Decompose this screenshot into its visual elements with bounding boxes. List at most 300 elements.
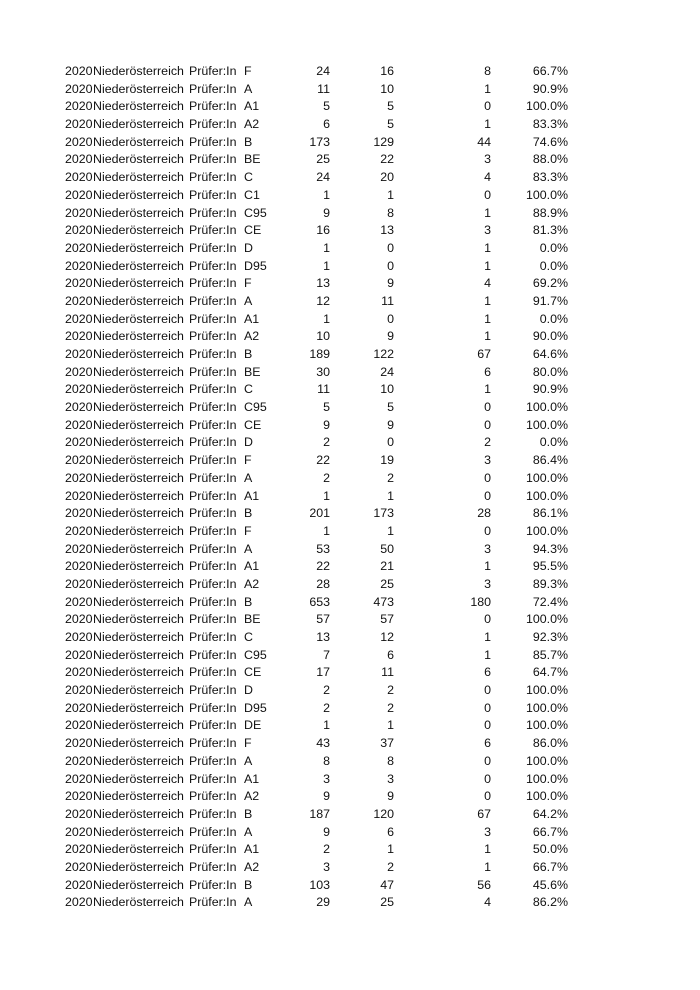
table-row <box>0 894 700 912</box>
region-cell: Niederösterreich <box>93 541 184 556</box>
failed-count-cell: 3 <box>484 824 491 839</box>
role-cell: Prüfer:In <box>189 594 237 609</box>
license-class-cell: B <box>244 806 253 821</box>
role-cell: Prüfer:In <box>189 240 237 255</box>
pass-rate-cell: 92.3% <box>532 630 568 644</box>
total-count-cell: 187 <box>309 806 330 821</box>
region-cell: Niederösterreich <box>93 789 184 804</box>
passed-count-cell: 25 <box>380 576 394 591</box>
passed-count-cell: 8 <box>387 205 394 220</box>
total-count-cell: 103 <box>309 877 330 892</box>
total-count-cell: 1 <box>323 523 330 538</box>
passed-count-cell: 0 <box>387 435 394 450</box>
passed-count-cell: 473 <box>373 594 394 609</box>
region-cell: Niederösterreich <box>93 700 184 715</box>
license-class-cell: D <box>244 435 253 450</box>
region-cell: Niederösterreich <box>93 117 184 132</box>
year-cell: 2020 <box>65 594 93 609</box>
role-cell: Prüfer:In <box>189 630 237 644</box>
table-row <box>0 81 700 99</box>
region-cell: Niederösterreich <box>93 824 184 839</box>
table-row <box>0 717 700 735</box>
pass-rate-cell: 80.0% <box>532 364 568 379</box>
table-row <box>0 240 700 258</box>
year-cell: 2020 <box>65 223 93 238</box>
total-count-cell: 25 <box>316 152 330 167</box>
pass-rate-cell: 100.0% <box>525 753 568 768</box>
pass-rate-cell: 100.0% <box>525 99 568 114</box>
license-class-cell: B <box>244 347 253 361</box>
pass-rate-cell: 86.4% <box>532 453 568 468</box>
pass-rate-cell: 66.7% <box>532 64 568 78</box>
year-cell: 2020 <box>65 81 93 96</box>
failed-count-cell: 28 <box>477 506 491 521</box>
table-row <box>0 275 700 293</box>
license-class-cell: C <box>244 630 253 644</box>
total-count-cell: 2 <box>323 683 330 698</box>
passed-count-cell: 120 <box>373 806 394 821</box>
table-row <box>0 611 700 629</box>
license-class-cell: C95 <box>244 205 267 220</box>
table-row <box>0 98 700 116</box>
license-class-cell: D <box>244 683 253 698</box>
total-count-cell: 13 <box>316 630 330 644</box>
pass-rate-cell: 100.0% <box>525 683 568 698</box>
year-cell: 2020 <box>65 134 93 149</box>
failed-count-cell: 8 <box>484 64 491 78</box>
region-cell: Niederösterreich <box>93 81 184 96</box>
year-cell: 2020 <box>65 736 93 751</box>
region-cell: Niederösterreich <box>93 276 184 291</box>
failed-count-cell: 3 <box>484 152 491 167</box>
failed-count-cell: 1 <box>484 205 491 220</box>
year-cell: 2020 <box>65 859 93 874</box>
passed-count-cell: 10 <box>380 81 394 96</box>
year-cell: 2020 <box>65 842 93 857</box>
role-cell: Prüfer:In <box>189 276 237 291</box>
year-cell: 2020 <box>65 276 93 291</box>
failed-count-cell: 0 <box>484 612 491 627</box>
license-class-cell: A <box>244 293 253 308</box>
license-class-cell: F <box>244 523 252 538</box>
year-cell: 2020 <box>65 789 93 804</box>
license-class-cell: F <box>244 64 252 78</box>
total-count-cell: 22 <box>316 559 330 574</box>
license-class-cell: A1 <box>244 771 260 786</box>
pass-rate-cell: 83.3% <box>532 117 568 132</box>
failed-count-cell: 0 <box>484 771 491 786</box>
region-cell: Niederösterreich <box>93 364 184 379</box>
passed-count-cell: 5 <box>387 117 394 132</box>
license-class-cell: A <box>244 824 253 839</box>
spreadsheet-table <box>0 63 700 912</box>
region-cell: Niederösterreich <box>93 523 184 538</box>
passed-count-cell: 50 <box>380 541 394 556</box>
year-cell: 2020 <box>65 311 93 326</box>
year-cell: 2020 <box>65 453 93 468</box>
table-row <box>0 735 700 753</box>
pass-rate-cell: 66.7% <box>532 859 568 874</box>
total-count-cell: 2 <box>323 435 330 450</box>
passed-count-cell: 22 <box>380 152 394 167</box>
year-cell: 2020 <box>65 877 93 892</box>
total-count-cell: 11 <box>317 382 330 397</box>
total-count-cell: 53 <box>316 541 330 556</box>
failed-count-cell: 1 <box>484 842 491 857</box>
total-count-cell: 2 <box>323 842 330 857</box>
license-class-cell: B <box>244 877 253 892</box>
total-count-cell: 3 <box>323 771 330 786</box>
region-cell: Niederösterreich <box>93 612 184 627</box>
total-count-cell: 189 <box>309 347 330 361</box>
region-cell: Niederösterreich <box>93 594 184 609</box>
failed-count-cell: 1 <box>484 81 491 96</box>
passed-count-cell: 1 <box>387 842 394 857</box>
pass-rate-cell: 100.0% <box>525 488 568 503</box>
pass-rate-cell: 83.3% <box>532 170 568 185</box>
pass-rate-cell: 88.9% <box>532 205 568 220</box>
role-cell: Prüfer:In <box>189 647 237 662</box>
total-count-cell: 653 <box>309 594 330 609</box>
pass-rate-cell: 0.0% <box>539 258 568 273</box>
pass-rate-cell: 0.0% <box>539 311 568 326</box>
license-class-cell: D <box>244 240 253 255</box>
pass-rate-cell: 90.9% <box>532 81 568 96</box>
passed-count-cell: 8 <box>387 753 394 768</box>
license-class-cell: CE <box>244 665 262 680</box>
total-count-cell: 1 <box>323 187 330 202</box>
total-count-cell: 17 <box>316 665 330 680</box>
total-count-cell: 8 <box>323 753 330 768</box>
license-class-cell: BE <box>244 364 261 379</box>
role-cell: Prüfer:In <box>189 753 237 768</box>
table-row <box>0 806 700 824</box>
failed-count-cell: 6 <box>484 736 491 751</box>
license-class-cell: A2 <box>244 859 260 874</box>
passed-count-cell: 10 <box>380 382 394 397</box>
role-cell: Prüfer:In <box>189 683 237 698</box>
pass-rate-cell: 100.0% <box>525 771 568 786</box>
failed-count-cell: 2 <box>484 435 491 450</box>
license-class-cell: A <box>244 753 253 768</box>
role-cell: Prüfer:In <box>189 152 237 167</box>
region-cell: Niederösterreich <box>93 753 184 768</box>
role-cell: Prüfer:In <box>189 877 237 892</box>
table-row <box>0 470 700 488</box>
role-cell: Prüfer:In <box>189 293 237 308</box>
year-cell: 2020 <box>65 718 93 733</box>
license-class-cell: B <box>244 594 253 609</box>
table-row <box>0 576 700 594</box>
region-cell: Niederösterreich <box>93 152 184 167</box>
region-cell: Niederösterreich <box>93 859 184 874</box>
table-row <box>0 523 700 541</box>
role-cell: Prüfer:In <box>189 789 237 804</box>
passed-count-cell: 21 <box>380 559 394 574</box>
pass-rate-cell: 100.0% <box>525 400 568 415</box>
year-cell: 2020 <box>65 700 93 715</box>
total-count-cell: 9 <box>323 205 330 220</box>
pass-rate-cell: 45.6% <box>532 877 568 892</box>
year-cell: 2020 <box>65 205 93 220</box>
passed-count-cell: 0 <box>387 240 394 255</box>
role-cell: Prüfer:In <box>189 859 237 874</box>
total-count-cell: 3 <box>323 859 330 874</box>
region-cell: Niederösterreich <box>93 187 184 202</box>
year-cell: 2020 <box>65 364 93 379</box>
license-class-cell: A <box>244 470 253 485</box>
passed-count-cell: 9 <box>387 789 394 804</box>
role-cell: Prüfer:In <box>189 506 237 521</box>
table-row <box>0 859 700 877</box>
passed-count-cell: 47 <box>380 877 394 892</box>
year-cell: 2020 <box>65 187 93 202</box>
pass-rate-cell: 72.4% <box>532 594 568 609</box>
pass-rate-cell: 74.6% <box>532 134 568 149</box>
total-count-cell: 12 <box>316 293 330 308</box>
pass-rate-cell: 95.5% <box>532 559 568 574</box>
role-cell: Prüfer:In <box>189 170 237 185</box>
region-cell: Niederösterreich <box>93 311 184 326</box>
license-class-cell: CE <box>244 417 262 432</box>
failed-count-cell: 1 <box>484 117 491 132</box>
region-cell: Niederösterreich <box>93 382 184 397</box>
failed-count-cell: 1 <box>484 240 491 255</box>
total-count-cell: 24 <box>316 64 330 78</box>
region-cell: Niederösterreich <box>93 329 184 344</box>
region-cell: Niederösterreich <box>93 64 184 78</box>
total-count-cell: 1 <box>323 718 330 733</box>
region-cell: Niederösterreich <box>93 736 184 751</box>
role-cell: Prüfer:In <box>189 824 237 839</box>
table-row <box>0 841 700 859</box>
license-class-cell: DE <box>244 718 262 733</box>
passed-count-cell: 122 <box>373 347 394 361</box>
pass-rate-cell: 100.0% <box>525 417 568 432</box>
passed-count-cell: 11 <box>381 293 394 308</box>
region-cell: Niederösterreich <box>93 842 184 857</box>
region-cell: Niederösterreich <box>93 99 184 114</box>
role-cell: Prüfer:In <box>189 612 237 627</box>
total-count-cell: 1 <box>323 258 330 273</box>
role-cell: Prüfer:In <box>189 364 237 379</box>
region-cell: Niederösterreich <box>93 647 184 662</box>
table-row <box>0 452 700 470</box>
total-count-cell: 16 <box>316 223 330 238</box>
role-cell: Prüfer:In <box>189 541 237 556</box>
pass-rate-cell: 100.0% <box>525 612 568 627</box>
failed-count-cell: 0 <box>484 417 491 432</box>
total-count-cell: 2 <box>323 470 330 485</box>
region-cell: Niederösterreich <box>93 347 184 361</box>
role-cell: Prüfer:In <box>189 842 237 857</box>
failed-count-cell: 1 <box>484 382 491 397</box>
total-count-cell: 24 <box>316 170 330 185</box>
year-cell: 2020 <box>65 382 93 397</box>
region-cell: Niederösterreich <box>93 435 184 450</box>
region-cell: Niederösterreich <box>93 806 184 821</box>
passed-count-cell: 16 <box>380 64 394 78</box>
passed-count-cell: 6 <box>387 824 394 839</box>
failed-count-cell: 1 <box>484 329 491 344</box>
pass-rate-cell: 85.7% <box>532 647 568 662</box>
license-class-cell: A1 <box>244 842 260 857</box>
failed-count-cell: 0 <box>484 470 491 485</box>
passed-count-cell: 13 <box>380 223 394 238</box>
year-cell: 2020 <box>65 612 93 627</box>
table-row <box>0 594 700 612</box>
passed-count-cell: 2 <box>387 470 394 485</box>
license-class-cell: F <box>244 453 252 468</box>
table-row <box>0 293 700 311</box>
total-count-cell: 22 <box>316 453 330 468</box>
passed-count-cell: 57 <box>380 612 394 627</box>
failed-count-cell: 4 <box>484 276 491 291</box>
role-cell: Prüfer:In <box>189 99 237 114</box>
license-class-cell: C1 <box>244 187 260 202</box>
table-row <box>0 364 700 382</box>
region-cell: Niederösterreich <box>93 559 184 574</box>
year-cell: 2020 <box>65 117 93 132</box>
table-row <box>0 505 700 523</box>
table-row <box>0 116 700 134</box>
year-cell: 2020 <box>65 665 93 680</box>
license-class-cell: A2 <box>244 117 260 132</box>
failed-count-cell: 0 <box>484 789 491 804</box>
license-class-cell: F <box>244 276 252 291</box>
region-cell: Niederösterreich <box>93 223 184 238</box>
failed-count-cell: 0 <box>484 700 491 715</box>
pass-rate-cell: 100.0% <box>525 523 568 538</box>
table-row <box>0 647 700 665</box>
pass-rate-cell: 90.9% <box>532 382 568 397</box>
license-class-cell: CE <box>244 223 262 238</box>
region-cell: Niederösterreich <box>93 488 184 503</box>
license-class-cell: B <box>244 506 253 521</box>
passed-count-cell: 9 <box>387 329 394 344</box>
failed-count-cell: 3 <box>484 541 491 556</box>
year-cell: 2020 <box>65 240 93 255</box>
passed-count-cell: 9 <box>387 276 394 291</box>
year-cell: 2020 <box>65 824 93 839</box>
passed-count-cell: 6 <box>387 647 394 662</box>
pass-rate-cell: 0.0% <box>539 435 568 450</box>
role-cell: Prüfer:In <box>189 329 237 344</box>
year-cell: 2020 <box>65 99 93 114</box>
year-cell: 2020 <box>65 152 93 167</box>
total-count-cell: 5 <box>323 99 330 114</box>
total-count-cell: 57 <box>316 612 330 627</box>
role-cell: Prüfer:In <box>189 117 237 132</box>
role-cell: Prüfer:In <box>189 523 237 538</box>
failed-count-cell: 1 <box>484 559 491 574</box>
pass-rate-cell: 64.2% <box>532 806 568 821</box>
passed-count-cell: 1 <box>387 523 394 538</box>
failed-count-cell: 3 <box>484 453 491 468</box>
failed-count-cell: 0 <box>484 400 491 415</box>
total-count-cell: 173 <box>309 134 330 149</box>
failed-count-cell: 0 <box>484 99 491 114</box>
role-cell: Prüfer:In <box>189 187 237 202</box>
passed-count-cell: 20 <box>380 170 394 185</box>
region-cell: Niederösterreich <box>93 400 184 415</box>
license-class-cell: A2 <box>244 576 260 591</box>
failed-count-cell: 3 <box>484 223 491 238</box>
table-row <box>0 434 700 452</box>
role-cell: Prüfer:In <box>189 400 237 415</box>
table-row <box>0 664 700 682</box>
failed-count-cell: 1 <box>484 258 491 273</box>
license-class-cell: A1 <box>244 311 260 326</box>
region-cell: Niederösterreich <box>93 665 184 680</box>
region-cell: Niederösterreich <box>93 877 184 892</box>
role-cell: Prüfer:In <box>189 771 237 786</box>
pass-rate-cell: 91.7% <box>532 293 568 308</box>
total-count-cell: 11 <box>317 81 330 96</box>
passed-count-cell: 25 <box>380 895 394 910</box>
year-cell: 2020 <box>65 895 93 910</box>
total-count-cell: 5 <box>323 400 330 415</box>
role-cell: Prüfer:In <box>189 64 237 78</box>
pass-rate-cell: 90.0% <box>532 329 568 344</box>
license-class-cell: A2 <box>244 789 260 804</box>
region-cell: Niederösterreich <box>93 170 184 185</box>
year-cell: 2020 <box>65 347 93 361</box>
failed-count-cell: 1 <box>484 647 491 662</box>
table-row <box>0 824 700 842</box>
pass-rate-cell: 94.3% <box>532 541 568 556</box>
pass-rate-cell: 89.3% <box>532 576 568 591</box>
pass-rate-cell: 100.0% <box>525 187 568 202</box>
failed-count-cell: 67 <box>477 806 491 821</box>
passed-count-cell: 2 <box>387 683 394 698</box>
passed-count-cell: 3 <box>387 771 394 786</box>
table-row <box>0 788 700 806</box>
pass-rate-cell: 69.2% <box>532 276 568 291</box>
pass-rate-cell: 81.3% <box>532 223 568 238</box>
pass-rate-cell: 100.0% <box>525 789 568 804</box>
passed-count-cell: 19 <box>380 453 394 468</box>
passed-count-cell: 129 <box>373 134 394 149</box>
year-cell: 2020 <box>65 170 93 185</box>
license-class-cell: C <box>244 170 253 185</box>
region-cell: Niederösterreich <box>93 134 184 149</box>
failed-count-cell: 67 <box>477 347 491 361</box>
role-cell: Prüfer:In <box>189 311 237 326</box>
year-cell: 2020 <box>65 506 93 521</box>
role-cell: Prüfer:In <box>189 488 237 503</box>
year-cell: 2020 <box>65 806 93 821</box>
passed-count-cell: 0 <box>387 311 394 326</box>
failed-count-cell: 0 <box>484 718 491 733</box>
role-cell: Prüfer:In <box>189 700 237 715</box>
region-cell: Niederösterreich <box>93 205 184 220</box>
role-cell: Prüfer:In <box>189 806 237 821</box>
year-cell: 2020 <box>65 258 93 273</box>
table-row <box>0 311 700 329</box>
license-class-cell: A <box>244 541 253 556</box>
year-cell: 2020 <box>65 64 93 78</box>
role-cell: Prüfer:In <box>189 417 237 432</box>
total-count-cell: 9 <box>323 824 330 839</box>
passed-count-cell: 0 <box>387 258 394 273</box>
table-row <box>0 328 700 346</box>
total-count-cell: 201 <box>309 506 330 521</box>
pass-rate-cell: 86.1% <box>532 506 568 521</box>
region-cell: Niederösterreich <box>93 506 184 521</box>
region-cell: Niederösterreich <box>93 453 184 468</box>
pass-rate-cell: 88.0% <box>532 152 568 167</box>
